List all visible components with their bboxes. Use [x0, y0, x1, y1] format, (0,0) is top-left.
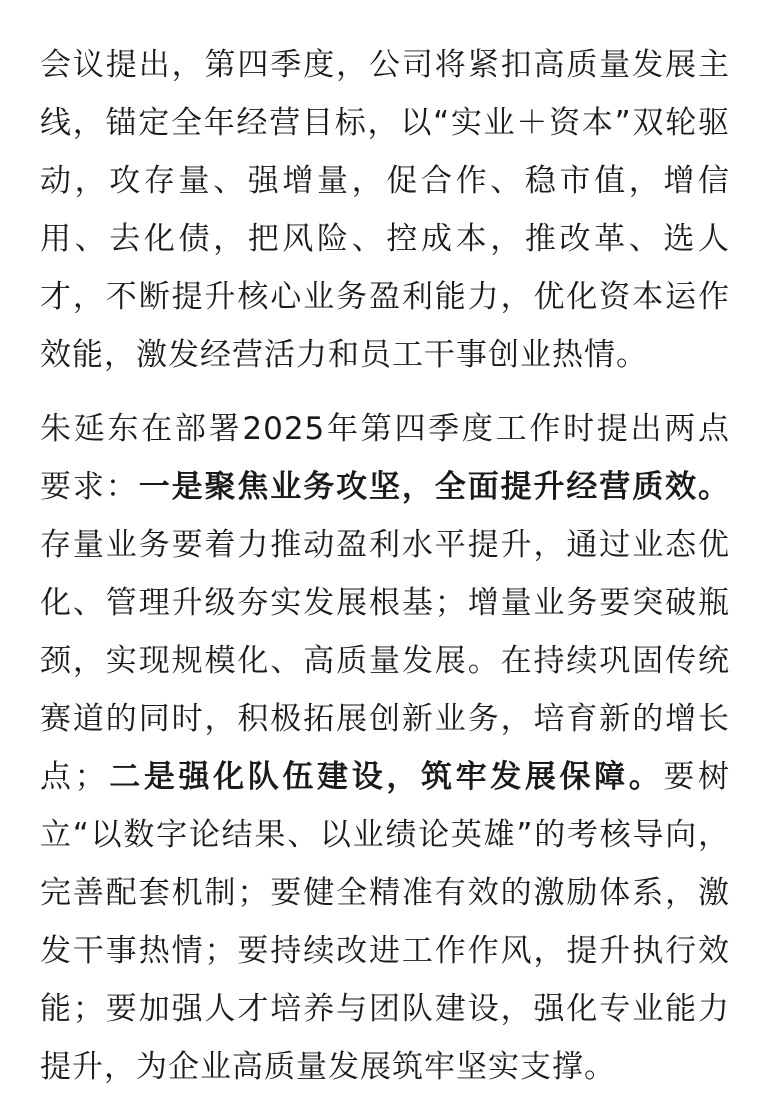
bottom-crop-edge	[0, 1092, 769, 1116]
article-body	[40, 36, 730, 1096]
point-2-heading: 二是强化队伍建设，筑牢发展保障。	[106, 759, 664, 795]
point-1-heading: 一是聚焦业务攻坚，全面提升经营质效。	[138, 469, 731, 505]
point-1-body: 存量业务要着力推动盈利水平提升，通过业态优化、管理升级夯实发展根基；增量业务要突破瓶颈，实现规模化、高质量发展。在持续巩固传统赛道的同时，积极拓展创新业务，培育新的增长点；	[40, 527, 730, 795]
paragraph-work-requirements	[40, 400, 730, 1096]
point-2-body: 要树立“以数字论结果、以业绩论英雄”的考核导向，完善配套机制；要健全精准有效的激励体系，激发干事热情；要持续改进工作作风，提升执行效能；要加强人才培养与团队建设，强化专业能力提升，为企业高质量发展筑牢坚实支撑。	[40, 759, 731, 1085]
paragraph-meeting-summary: 会议提出，第四季度，公司将紧扣高质量发展主线，锚定全年经营目标，以“实业＋资本”双轮驱动，攻存量、强增量，促合作、稳市值，增信用、去化债，把风险、控成本，推改革、选人才，不断提升核心业务盈利能力，优化资本运作效能，激发经营活力和员工干事创业热情。	[40, 47, 730, 373]
requirements-intro: 朱延东在部署2025年第四季度工作时提出两点要求：	[40, 411, 730, 505]
